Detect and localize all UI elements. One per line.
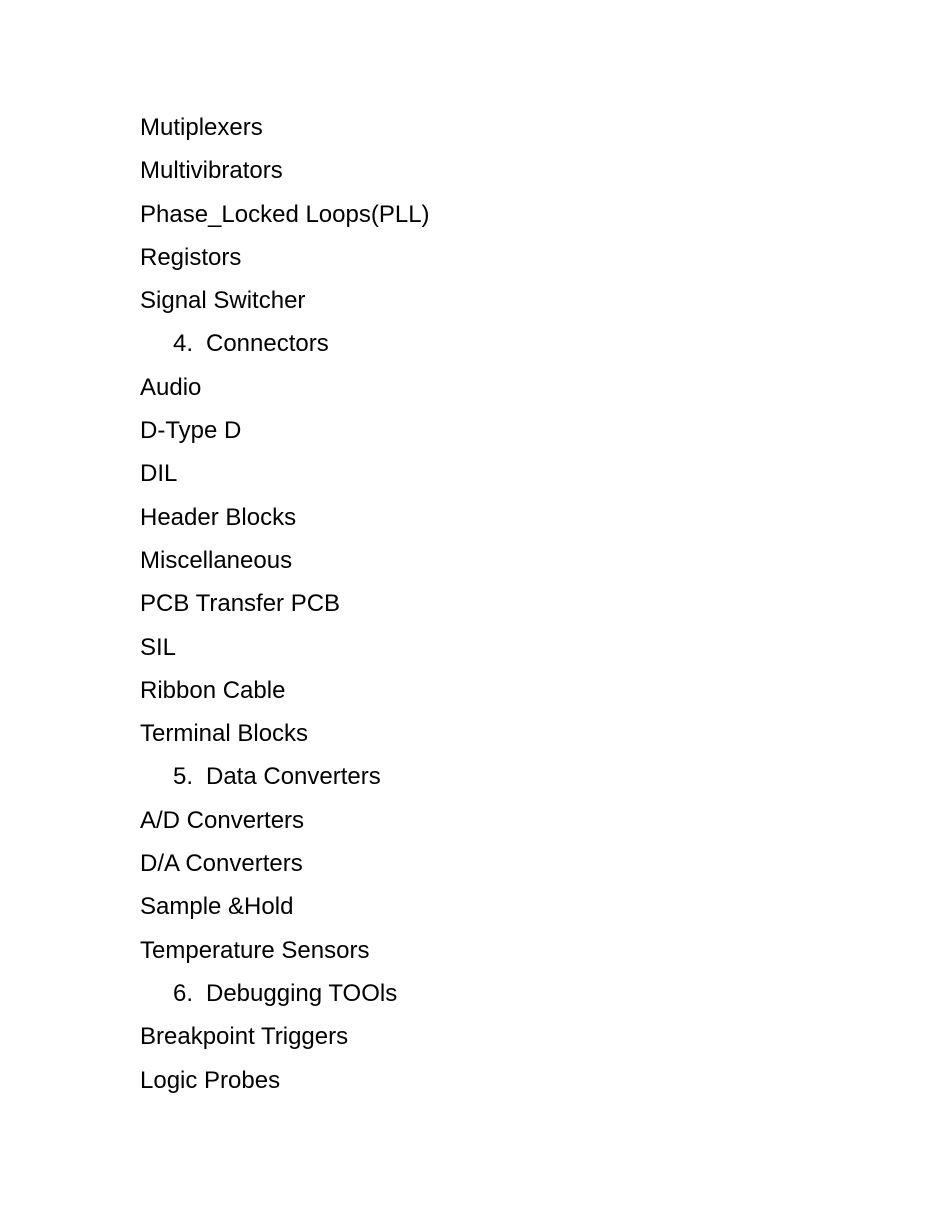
section-heading-data-converters (140, 755, 840, 798)
section-title: Connectors (206, 330, 329, 358)
list-item: SIL (140, 633, 177, 661)
section-heading-connectors (140, 322, 840, 365)
document-body (140, 106, 840, 1102)
list-item: Temperature Sensors (140, 936, 370, 964)
section-number: 4. (173, 330, 194, 358)
section-title: Debugging TOOls (206, 979, 398, 1007)
section-title: Data Converters (206, 763, 381, 791)
list-item: A/D Converters (140, 806, 305, 834)
list-item: Ribbon Cable (140, 676, 286, 704)
list-item: Miscellaneous (140, 546, 293, 574)
list-item: Sample &Hold (140, 893, 294, 921)
list-item: Registors (140, 243, 242, 271)
list-item: Phase_Locked Loops(PLL) (140, 200, 430, 228)
list-item: Audio (140, 373, 202, 401)
list-item: Mutiplexers (140, 114, 263, 141)
section-number: 6. (173, 979, 194, 1007)
list-item: Logic Probes (140, 1066, 281, 1094)
list-item: Signal Switcher (140, 287, 306, 315)
list-item: D/A Converters (140, 850, 303, 878)
list-item: DIL (140, 460, 178, 488)
list-item: Header Blocks (140, 503, 297, 531)
list-item: Multivibrators (140, 157, 283, 185)
list-item: PCB Transfer PCB (140, 590, 341, 618)
list-item: Terminal Blocks (140, 720, 309, 748)
list-item: Breakpoint Triggers (140, 1023, 349, 1051)
section-heading-debugging-tools (140, 972, 840, 1015)
list-item: D-Type D (140, 417, 242, 445)
section-number: 5. (173, 763, 194, 791)
